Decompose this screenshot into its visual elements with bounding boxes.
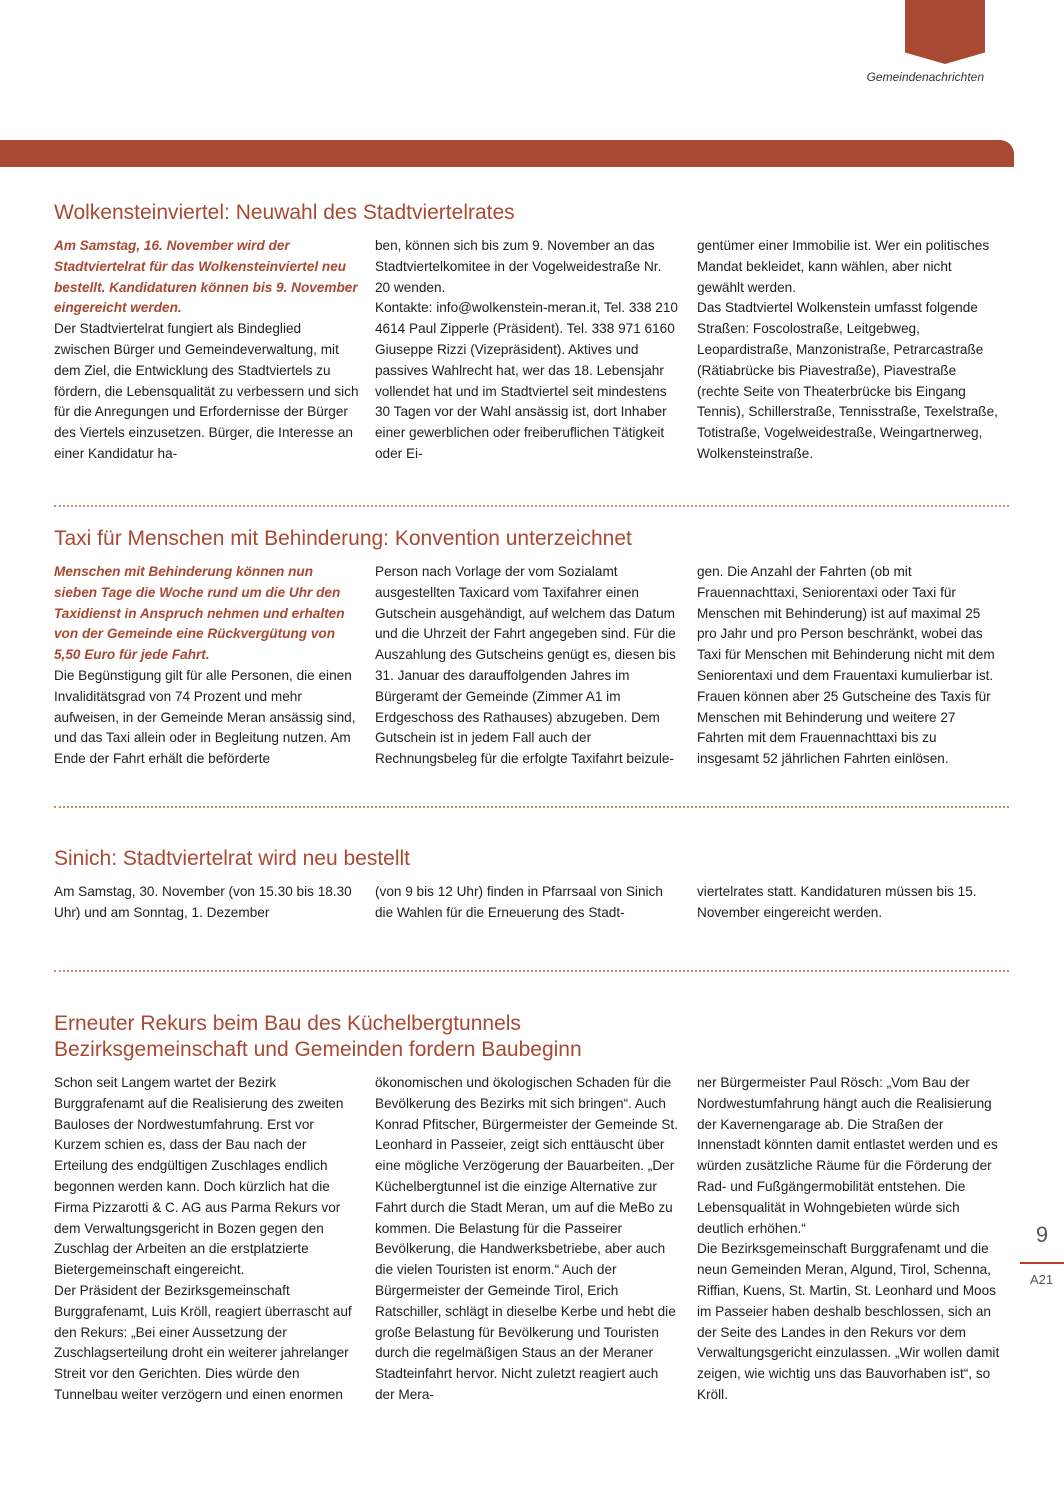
article-paragraph: ner Bürgermeister Paul Rösch: „Vom Bau der Nordwestumfahrung hängt auch die Realisierung der Kavernengarage ab. Die Straßen der Innenstadt könnten damit entlastet werden und es würden zusätzliche Räume für die Förderung der Rad- und Fußgängermobilität entstehen. Die Lebensqualität in Wohngebieten würde sich deutlich erhöhen.“: [697, 1075, 998, 1236]
article-column-3: [697, 882, 1002, 924]
article-paragraph: Am Samstag, 30. November (von 15.30 bis 18.30 Uhr) und am Sonntag, 1. Dezember: [54, 884, 352, 920]
article-column-3: [697, 1073, 1002, 1406]
article-title: [54, 846, 1009, 872]
section-divider: [54, 505, 1009, 507]
article-title-line: Erneuter Rekurs beim Bau des Küchelbergtunnels: [54, 1012, 521, 1035]
article-column-3: [697, 236, 1002, 465]
article-paragraph: (von 9 bis 12 Uhr) finden in Pfarrsaal von Sinich die Wahlen für die Erneuerung des Stadt-: [375, 884, 663, 920]
article-paragraph: viertelrates statt. Kandidaturen müssen bis 15. November eingereicht werden.: [697, 884, 977, 920]
article-sinich: [54, 846, 1009, 920]
section-tab: [905, 0, 985, 64]
article-column-1: [54, 562, 359, 770]
article-paragraph: Das Stadtviertel Wolkenstein umfasst folgende Straßen: Foscolostraße, Leitgebweg, Leopardistraße, Manzonistraße, Petrarcastraße (Rätiabrücke bis Piavestraße), Piavestraße (rechte Seite von Theaterbrücke bis Eingang Tennis), Schillerstraße, Tennisstraße, Texelstraße, Totistraße, Vogelweidestraße, Weingartnerweg, Wolkensteinstraße.: [697, 300, 998, 461]
article-column-2: [375, 236, 680, 465]
article-column-3: [697, 562, 1002, 770]
article-paragraph: Person nach Vorlage der vom Sozialamt ausgestellten Taxicard vom Taxifahrer einen Gutschein ausgehändigt, auf welchem das Datum und die Uhrzeit der Fahrt angegeben sind. Für die Auszahlung des Gutscheins genügt es, diesen bis 31. Januar des darauffolgenden Jahres im Bürgeramt der Gemeinde (Zimmer A1 im Erdgeschoss des Rathauses) abzugeben. Dem Gutschein ist in jedem Fall auch der Rechnungsbeleg für die erfolgte Taxifahrt beizule-: [375, 564, 676, 767]
article-taxi: [54, 526, 1009, 767]
section-label: Gemeindenachrichten: [866, 70, 984, 84]
article-title-line: Sinich: Stadtviertelrat wird neu bestellt: [54, 847, 411, 870]
article-kuechelbergtunnel: [54, 1011, 1009, 1402]
article-title: [54, 526, 1009, 552]
article-wolkensteinviertel: [54, 200, 1009, 461]
article-paragraph: gen. Die Anzahl der Fahrten (ob mit Frauennachttaxi, Seniorentaxi oder Taxi für Menschen mit Behinderung) ist auf maximal 25 pro Jahr und pro Person beschränkt, wobei das Taxi für Menschen mit Behinderung nicht mit dem Seniorentaxi und dem Frauentaxi kumulierbar ist. Frauen können aber 25 Gutscheine des Taxis für Menschen mit Behinderung und weitere 27 Fahrten mit dem Frauennachttaxi bis zu insgesamt 52 jährlichen Fahrten einlösen.: [697, 564, 995, 767]
article-column-2: [375, 562, 680, 770]
article-column-1: [54, 882, 359, 924]
article-paragraph: Die Begünstigung gilt für alle Personen, die einen Invaliditätsgrad von 74 Prozent und mehr aufweisen, in der Gemeinde Meran ansässig sind, und das Taxi allein oder in Begleitung nutzen. Am Ende der Fahrt erhält die beförderte: [54, 667, 356, 767]
article-lead: Menschen mit Behinderung können nun sieben Tage die Woche rund um die Uhr den Taxidienst in Anspruch nehmen und erhalten von der Gemeinde eine Rückvergütung von 5,50 Euro für jede Fahrt.: [54, 564, 345, 663]
article-title: [54, 1011, 1009, 1063]
section-divider: [54, 970, 1009, 972]
article-paragraph: Schon seit Langem wartet der Bezirk Burggrafenamt auf die Realisierung des zweiten Bauloses der Nordwestumfahrung. Erst vor Kurzem schien es, dass der Bau nach der Erteilung des endgültigen Zuschlages endlich begonnen werden kann. Doch kürzlich hat die Firma Pizzarotti & C. AG aus Parma Rekurs vor dem Verwaltungsgericht in Bozen gegen den Zuschlag der Arbeiten an die erstplatzierte Bietergemeinschaft eingereicht.: [54, 1075, 344, 1278]
article-title-line: Wolkensteinviertel: Neuwahl des Stadtviertelrates: [54, 201, 515, 224]
page-number: 9: [1035, 1222, 1049, 1247]
article-title-line: Taxi für Menschen mit Behinderung: Konvention unterzeichnet: [54, 527, 632, 550]
article-paragraph: gentümer einer Immobilie ist. Wer ein politisches Mandat bekleidet, kann wählen, aber nicht gewählt werden.: [697, 238, 990, 295]
page-number-rule: [1020, 1262, 1064, 1264]
article-paragraph: ökonomischen und ökologischen Schaden für die Bevölkerung des Bezirks mit sich bringen“. Auch Konrad Pfitscher, Bürgermeister der Gemeinde St. Leonhard in Passeier, zeigt sich enttäuscht über eine mögliche Verzögerung der Bauarbeiten. „Der Küchelbergtunnel ist die einzige Alternative zur Fahrt durch die Stadt Meran, um auf die MeBo zu kommen. Die Belastung für die Passeirer Bevölkerung, die Handwerksbetriebe, aber auch die vielen Touristen ist enorm.“ Auch der Bürgermeister der Gemeinde Tirol, Erich Ratschiller, schlägt in dieselbe Kerbe und hebt die große Belastung für Bevölkerung und Touristen durch die regelmäßigen Staus an der Meraner Stadteinfahrt hervor. Nicht zuletzt reagiert auch der Mera-: [375, 1075, 678, 1402]
article-column-2: [375, 882, 680, 924]
article-column-1: [54, 236, 359, 465]
article-paragraph: Der Stadtviertelrat fungiert als Bindeglied zwischen Bürger und Gemeindeverwaltung, mit dem Ziel, die Entwicklung des Stadtviertels zu fördern, die Lebensqualität zu verbessern und sich für die Anregungen und Erfordernisse der Bürger des Viertels einzusetzen. Bürger, die Interesse an einer Kandidatur ha-: [54, 321, 359, 461]
article-subtitle-line: Bezirksgemeinschaft und Gemeinden fordern Baubeginn: [54, 1038, 582, 1061]
article-column-1: [54, 1073, 359, 1406]
article-column-2: [375, 1073, 680, 1406]
article-title: [54, 200, 1009, 226]
section-divider: [54, 806, 1009, 808]
edition-label: A21: [1030, 1272, 1054, 1287]
article-paragraph: Die Bezirksgemeinschaft Burggrafenamt und die neun Gemeinden Meran, Algund, Tirol, Schenna, Riffian, Kuens, St. Martin, St. Leonhard und Moos im Passeier haben deshalb beschlossen, sich an der Seite des Landes in den Rekurs vor dem Verwaltungsgericht einzulassen. „Wir wollen damit zeigen, wie wichtig uns das Bauvorhaben ist“, so Kröll.: [697, 1241, 1000, 1402]
article-lead: Am Samstag, 16. November wird der Stadtviertelrat für das Wolkensteinviertel neu bestellt. Kandidaturen können bis 9. November eingereicht werden.: [54, 238, 358, 316]
article-paragraph: Der Präsident der Bezirksgemeinschaft Burggrafenamt, Luis Kröll, reagiert überrascht auf den Rekurs: „Bei einer Aussetzung der Zuschlagserteilung droht ein weiterer jahrelanger Streit vor den Gerichten. Dies würde den Tunnelbau weiter verzögern und einen enormen: [54, 1282, 352, 1402]
article-paragraph: Kontakte: info@wolkenstein-meran.it, Tel. 338 210 4614 Paul Zipperle (Präsident). Tel. 338 971 6160 Giuseppe Rizzi (Vizepräsident). Aktives und passives Wahlrecht hat, wer das 18. Lebensjahr vollendet hat und im Stadtviertel seit mindestens 30 Tagen vor der Wahl ansässig ist, dort Inhaber einer gewerblichen oder freiberuflichen Tätigkeit oder Ei-: [375, 300, 678, 461]
header-band: [0, 140, 1014, 167]
article-paragraph: ben, können sich bis zum 9. November an das Stadtviertelkomitee in der Vogelweidestraße Nr. 20 wenden.: [375, 238, 662, 295]
